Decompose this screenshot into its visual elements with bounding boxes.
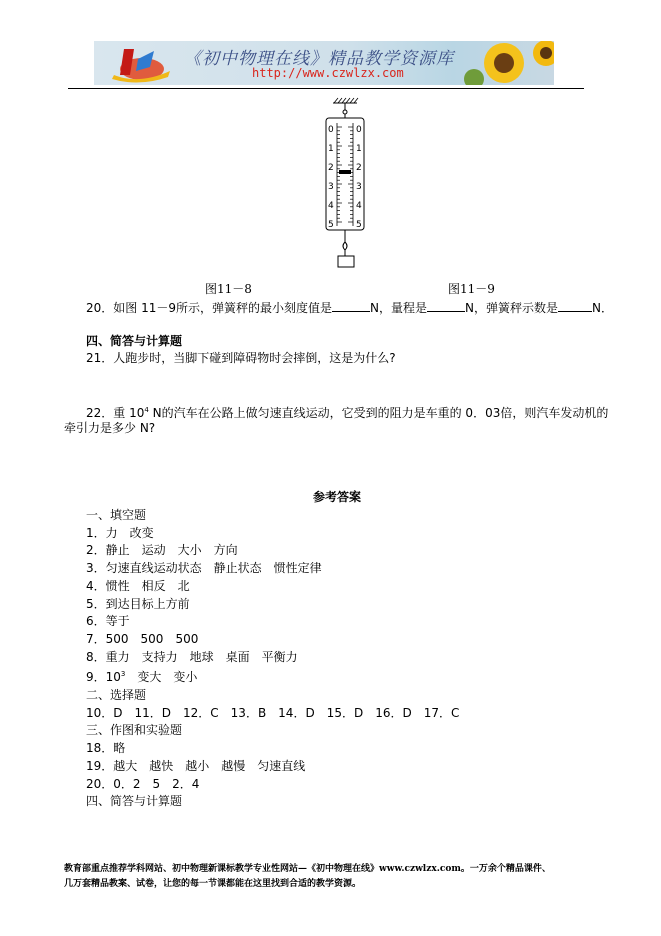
question-21: 21．人跑步时，当脚下碰到障碍物时会摔倒，这是为什么? — [86, 351, 396, 365]
answer-line: 1．力 改变 — [86, 525, 154, 540]
question-20: 20．如图 11－9所示，弹簧秤的最小刻度值是 N，量程是 N，弹簧秤示数是 N． — [86, 301, 613, 315]
weight-block — [338, 256, 354, 267]
answer-line: 7．500 500 500 — [86, 631, 199, 646]
header-rule — [68, 88, 584, 89]
footer-line-2: 几万套精品教案、试卷，让您的每一节课都能在这里找到合适的教学资源。 — [64, 879, 362, 889]
answer-line: 5．到达目标上方前 — [86, 596, 190, 611]
scale-numbers-left: 0 1 2 3 4 5 — [328, 125, 334, 230]
section-4-title: 四、简答与计算题 — [86, 334, 183, 348]
answers-block-1 — [86, 507, 459, 811]
answer-line: 20．0．2 5 2．4 — [86, 776, 200, 791]
blank-min-division[interactable] — [332, 300, 370, 312]
answer-line: 18．略 — [86, 741, 126, 756]
answer-line: 一、填空题 — [86, 508, 147, 522]
page-footer — [64, 862, 551, 892]
answer-line-9: 9．$10^3$ 变大 变小 — [86, 670, 198, 685]
answer-line: 8．重力 支持力 地球 桌面 平衡力 — [86, 649, 298, 664]
header-banner — [94, 41, 554, 85]
answer-line: 4．惯性 相反 北 — [86, 578, 190, 593]
footer-line-1: 教育部重点推荐学科网站、初中物理新课标教学专业性网站—《初中物理在线》www.czwlzx.com。一万余个精品课件、 — [64, 864, 551, 874]
caption-fig-11-9: 图11－9 — [448, 282, 495, 296]
caption-fig-11-8: 图11－8 — [205, 282, 252, 296]
answer-line: 2．静止 运动 大小 方向 — [86, 543, 238, 558]
answer-line: 6．等于 — [86, 614, 130, 629]
banner-title: 《初中物理在线》精品教学资源库 — [184, 49, 454, 69]
answer-line: 10．D 11．D 12．C 13．B 14．D 15．D 16．D 17．C — [86, 705, 460, 720]
scale-numbers-right: 0 1 2 3 4 5 — [356, 125, 362, 230]
question-22: 22．重 $10^4$ N的汽车在公路上做匀速直线运动，它受到的阻力是车重的 0．03倍，则汽车发动机的 — [86, 406, 609, 420]
answer-line: 19．越大 越快 越小 越慢 匀速直线 — [86, 758, 306, 773]
question-22-line2: 牵引力是多少 N? — [64, 421, 156, 435]
blank-reading[interactable] — [558, 300, 592, 312]
sunflower-image — [464, 41, 554, 85]
answer-line: 二、选择题 — [86, 688, 147, 703]
site-logo — [112, 49, 170, 83]
answers-title: 参考答案 — [313, 490, 362, 504]
answer-line: 3．匀速直线运动状态 静止状态 惯性定律 — [86, 561, 322, 576]
banner-url[interactable]: http://www.czwlzx.com — [252, 66, 404, 80]
blank-range[interactable] — [427, 300, 465, 312]
answer-line: 三、作图和实验题 — [86, 723, 183, 738]
answer-line: 四、简答与计算题 — [86, 794, 183, 809]
spring-pointer — [339, 170, 351, 174]
